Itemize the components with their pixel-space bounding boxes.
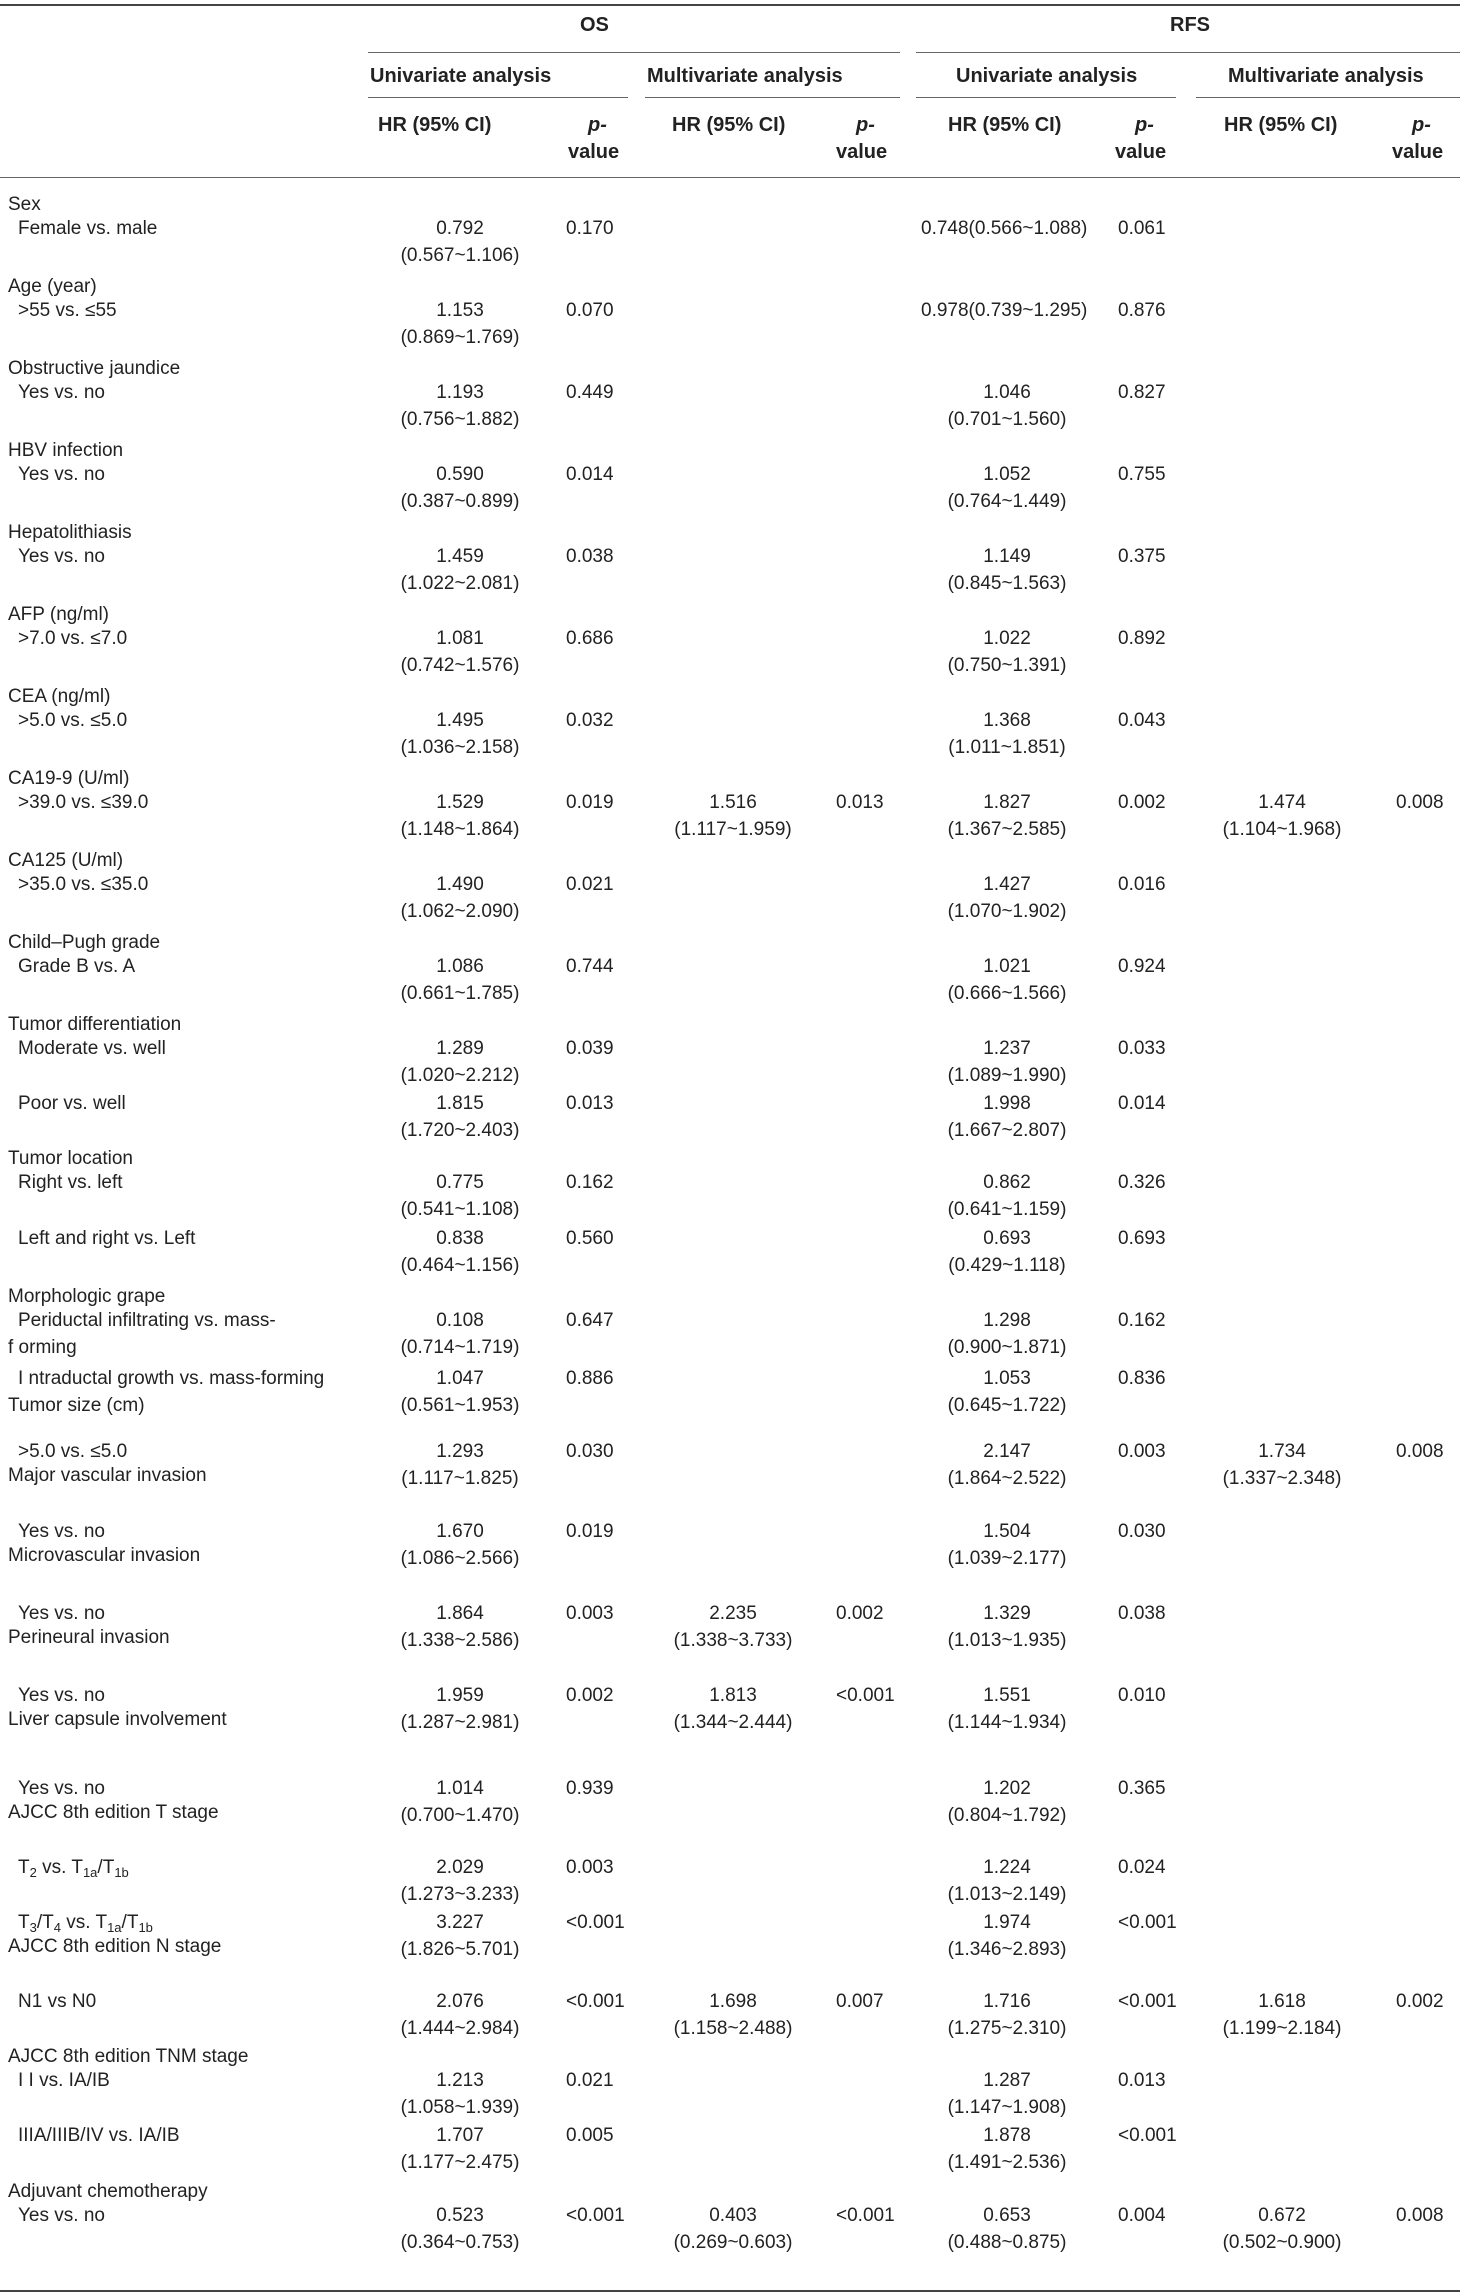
os-uni-ci: (1.287~2.981) [400, 1712, 520, 1733]
rfs-multi-p: 0.002 [1396, 1991, 1444, 2012]
os-multi-ci: (1.117~1.959) [674, 819, 792, 840]
os-uni-ci: (0.541~1.108) [400, 1199, 520, 1220]
rfs-uni-hr: 1.052 [983, 464, 1031, 485]
rfs-uni-p: 0.326 [1118, 1172, 1166, 1193]
os-uni-ci: (1.720~2.403) [400, 1120, 520, 1141]
os-uni-hr: 1.047 [436, 1368, 484, 1389]
rfs-uni-ci: (1.013~2.149) [947, 1884, 1067, 1905]
os-uni-ci: (0.742~1.576) [400, 655, 520, 676]
row-group-label: Sex [8, 194, 41, 215]
os-multi-hr: 1.813 [709, 1685, 757, 1706]
rfs-uni-p: 0.162 [1118, 1310, 1166, 1331]
rfs-uni-hr: 1.974 [983, 1912, 1031, 1933]
header-rfs-multi-p2: value [1392, 141, 1444, 163]
row-label: $T_2$ vs. $T_{1a}/T_{1b}$ [18, 1857, 129, 1880]
row-group-label: HBV infection [8, 440, 124, 461]
header-rfs: RFS [1170, 14, 1210, 36]
rfs-uni-ci: (1.089~1.990) [947, 1065, 1067, 1086]
os-uni-ci: (1.036~2.158) [400, 737, 520, 758]
rfs-uni-ci: (0.900~1.871) [947, 1337, 1067, 1358]
rfs-uni-hr: 1.021 [983, 956, 1031, 977]
os-multi-hr: 2.235 [709, 1603, 757, 1624]
os-uni-p: 0.162 [566, 1172, 614, 1193]
header-rfs-multivariate: Multivariate analysis [1228, 65, 1424, 87]
os-multi-hr: 1.698 [709, 1991, 757, 2012]
row-label: >35.0 vs. ≤35.0 [18, 874, 149, 895]
os-uni-hr: 1.815 [436, 1093, 484, 1114]
os-uni-ci: (0.364~0.753) [400, 2232, 520, 2253]
rfs-multi-ci: (1.104~1.968) [1222, 819, 1342, 840]
rfs-uni-hr: 1.878 [983, 2125, 1031, 2146]
os-uni-hr: 0.775 [436, 1172, 484, 1193]
os-uni-hr: 0.838 [436, 1228, 484, 1249]
os-uni-hr: 1.959 [436, 1685, 484, 1706]
os-uni-ci: (0.869~1.769) [400, 327, 520, 348]
rfs-uni-ci: (0.429~1.118) [948, 1255, 1066, 1276]
os-uni-ci: (0.700~1.470) [400, 1805, 520, 1826]
rfs-uni-ci: (0.750~1.391) [947, 655, 1067, 676]
rfs-uni-p: 0.024 [1118, 1857, 1166, 1878]
rfs-uni-hr: 1.998 [983, 1093, 1031, 1114]
row-label: Female vs. male [18, 218, 158, 239]
rfs-multi-ci: (1.337~2.348) [1222, 1468, 1342, 1489]
header-rfs-uni-p: p- [1135, 114, 1154, 136]
rfs-uni-hr: 1.427 [983, 874, 1031, 895]
rfs-uni-p: 0.043 [1118, 710, 1166, 731]
row-group-label: Tumor size (cm) [8, 1395, 145, 1416]
rfs-uni-ci: (1.491~2.536) [947, 2152, 1067, 2173]
rfs-uni-p: 0.010 [1118, 1685, 1166, 1706]
row-label: >5.0 vs. ≤5.0 [18, 710, 128, 731]
os-uni-ci: (1.826~5.701) [400, 1939, 520, 1960]
os-uni-p: 0.019 [566, 1521, 614, 1542]
row-group-label: Perineural invasion [8, 1627, 170, 1648]
os-uni-p: 0.039 [566, 1038, 614, 1059]
rfs-uni-ci: (0.845~1.563) [947, 573, 1067, 594]
os-uni-ci: (0.561~1.953) [400, 1395, 520, 1416]
os-uni-hr: 1.670 [436, 1521, 484, 1542]
row-group-label: Liver capsule involvement [8, 1709, 227, 1730]
os-uni-p: 0.014 [566, 464, 614, 485]
os-uni-ci: (1.338~2.586) [400, 1630, 520, 1651]
rfs-uni-ci: (1.013~1.935) [947, 1630, 1067, 1651]
rfs-uni-ci: (1.346~2.893) [947, 1939, 1067, 1960]
rfs-uni-p: <0.001 [1118, 2125, 1177, 2146]
os-uni-hr: 2.076 [436, 1991, 484, 2012]
row-label: Yes vs. no [18, 2205, 105, 2226]
row-label: I I vs. IA/IB [18, 2070, 110, 2091]
row-group-label: AJCC 8th edition TNM stage [8, 2046, 249, 2067]
os-multi-p: 0.007 [836, 1991, 884, 2012]
os-uni-p: 0.019 [566, 792, 614, 813]
rfs-uni-hr: 0.693 [983, 1228, 1031, 1249]
os-uni-ci: (1.148~1.864) [400, 819, 520, 840]
os-uni-hr: 1.490 [436, 874, 484, 895]
os-multi-rule [645, 97, 900, 98]
rfs-multi-hr: 1.734 [1258, 1441, 1306, 1462]
os-uni-ci: (0.567~1.106) [400, 245, 520, 266]
rfs-multi-hr: 1.474 [1258, 792, 1306, 813]
os-uni-p: 0.021 [566, 2070, 614, 2091]
row-label: $T_3/T_4$ vs. $T_{1a}/T_{1b}$ [18, 1912, 153, 1935]
row-group-label: CA19-9 (U/ml) [8, 768, 130, 789]
row-group-label: Obstructive jaundice [8, 358, 181, 379]
rfs-uni-hr: 1.237 [983, 1038, 1031, 1059]
os-uni-hr: 1.153 [436, 300, 484, 321]
os-uni-p: 0.002 [566, 1685, 614, 1706]
header-rfs-multi-hr: HR (95% CI) [1224, 114, 1338, 136]
bottom-rule [0, 2290, 1460, 2292]
os-uni-hr: 1.459 [436, 546, 484, 567]
os-multi-p: <0.001 [836, 2205, 895, 2226]
rfs-uni-ci: (0.488~0.875) [947, 2232, 1067, 2253]
os-uni-hr: 1.014 [436, 1778, 484, 1799]
os-uni-ci: (0.464~1.156) [400, 1255, 520, 1276]
rfs-uni-hr: 1.504 [983, 1521, 1031, 1542]
header-rfs-uni-p2: value [1115, 141, 1167, 163]
os-uni-rule [368, 97, 628, 98]
os-multi-ci: (1.344~2.444) [673, 1712, 793, 1733]
row-group-label: Tumor location [8, 1148, 133, 1169]
rfs-uni-ci: (0.641~1.159) [947, 1199, 1067, 1220]
rfs-uni-hr: 1.287 [983, 2070, 1031, 2091]
rfs-uni-hr: 0.653 [983, 2205, 1031, 2226]
os-uni-p: 0.005 [566, 2125, 614, 2146]
rfs-uni-p: <0.001 [1118, 1991, 1177, 2012]
header-rfs-univariate: Univariate analysis [956, 65, 1138, 87]
row-label: Yes vs. no [18, 464, 105, 485]
os-uni-p: 0.449 [566, 382, 614, 403]
os-uni-ci: (0.714~1.719) [400, 1337, 520, 1358]
header-os-multi-p2: value [836, 141, 888, 163]
header-os-uni-p2: value [568, 141, 620, 163]
header-os-univariate: Univariate analysis [370, 65, 552, 87]
rfs-span-rule [916, 52, 1460, 53]
os-uni-ci: (1.020~2.212) [400, 1065, 520, 1086]
os-uni-hr: 1.213 [436, 2070, 484, 2091]
os-uni-p: 0.030 [566, 1441, 614, 1462]
rfs-uni-ci: (1.144~1.934) [947, 1712, 1067, 1733]
header-bottom-rule [0, 177, 1460, 178]
rfs-multi-p: 0.008 [1396, 792, 1444, 813]
rfs-uni-hr: 1.149 [983, 546, 1031, 567]
rfs-multi-ci: (0.502~0.900) [1222, 2232, 1342, 2253]
os-uni-hr: 1.529 [436, 792, 484, 813]
os-uni-p: 0.038 [566, 546, 614, 567]
rfs-uni-hr: 0.748(0.566~1.088) [921, 218, 1088, 239]
rfs-uni-p: <0.001 [1118, 1912, 1177, 1933]
os-uni-ci: (0.387~0.899) [400, 491, 520, 512]
header-os-multi-hr: HR (95% CI) [672, 114, 786, 136]
rfs-multi-hr: 1.618 [1258, 1991, 1306, 2012]
os-uni-hr: 3.227 [436, 1912, 484, 1933]
row-label: Yes vs. no [18, 1685, 105, 1706]
os-multi-hr: 0.403 [709, 2205, 757, 2226]
os-uni-ci: (1.117~1.825) [401, 1468, 519, 1489]
os-uni-hr: 1.293 [436, 1441, 484, 1462]
os-span-rule [368, 52, 900, 53]
rfs-uni-p: 0.836 [1118, 1368, 1166, 1389]
row-label: IIIA/IIIB/IV vs. IA/IB [18, 2125, 180, 2146]
header-os-uni-hr: HR (95% CI) [378, 114, 492, 136]
header-os: OS [580, 14, 609, 36]
rfs-uni-rule [916, 97, 1176, 98]
rfs-uni-p: 0.365 [1118, 1778, 1166, 1799]
rfs-uni-hr: 1.716 [983, 1991, 1031, 2012]
row-group-label: Hepatolithiasis [8, 522, 132, 543]
row-label: Yes vs. no [18, 1603, 105, 1624]
rfs-uni-p: 0.033 [1118, 1038, 1166, 1059]
rfs-multi-hr: 0.672 [1258, 2205, 1306, 2226]
os-uni-p: 0.170 [566, 218, 614, 239]
row-group-label: CA125 (U/ml) [8, 850, 124, 871]
os-uni-ci: (0.661~1.785) [400, 983, 520, 1004]
header-os-uni-p: p- [588, 114, 607, 136]
rfs-uni-hr: 1.053 [983, 1368, 1031, 1389]
os-uni-p: <0.001 [566, 2205, 625, 2226]
header-rfs-uni-hr: HR (95% CI) [948, 114, 1062, 136]
row-label: >7.0 vs. ≤7.0 [18, 628, 128, 649]
rfs-uni-p: 0.016 [1118, 874, 1166, 895]
row-group-label: Major vascular invasion [8, 1465, 207, 1486]
rfs-uni-ci: (0.666~1.566) [947, 983, 1067, 1004]
rfs-uni-p: 0.004 [1118, 2205, 1166, 2226]
os-uni-hr: 1.086 [436, 956, 484, 977]
row-group-label: AFP (ng/ml) [8, 604, 110, 625]
row-label: Yes vs. no [18, 1778, 105, 1799]
row-label: >55 vs. ≤55 [18, 300, 117, 321]
row-label: Left and right vs. Left [18, 1228, 196, 1249]
os-uni-p: <0.001 [566, 1912, 625, 1933]
os-uni-hr: 0.590 [436, 464, 484, 485]
rfs-multi-p: 0.008 [1396, 1441, 1444, 1462]
row-group-label: Morphologic grape [8, 1286, 166, 1307]
os-uni-hr: 1.193 [436, 382, 484, 403]
os-multi-ci: (1.158~2.488) [673, 2018, 793, 2039]
row-label: Yes vs. no [18, 546, 105, 567]
os-uni-p: 0.939 [566, 1778, 614, 1799]
os-uni-p: 0.560 [566, 1228, 614, 1249]
row-label: >5.0 vs. ≤5.0 [18, 1441, 128, 1462]
rfs-uni-p: 0.002 [1118, 792, 1166, 813]
rfs-uni-hr: 0.978(0.739~1.295) [921, 300, 1088, 321]
os-uni-p: 0.032 [566, 710, 614, 731]
row-group-label: Tumor differentiation [8, 1014, 182, 1035]
rfs-uni-hr: 1.046 [983, 382, 1031, 403]
row-group-label: AJCC 8th edition N stage [8, 1936, 222, 1957]
rfs-uni-hr: 2.147 [983, 1441, 1031, 1462]
row-group-label: Adjuvant chemotherapy [8, 2181, 208, 2202]
row-label: I ntraductal growth vs. mass-forming [18, 1368, 325, 1389]
rfs-uni-ci: (1.864~2.522) [947, 1468, 1067, 1489]
os-uni-p: 0.686 [566, 628, 614, 649]
row-label: N1 vs N0 [18, 1991, 97, 2012]
os-multi-ci: (1.338~3.733) [673, 1630, 793, 1651]
rfs-uni-hr: 0.862 [983, 1172, 1031, 1193]
row-label: Poor vs. well [18, 1093, 126, 1114]
os-multi-p: 0.013 [836, 792, 884, 813]
os-multi-hr: 1.516 [709, 792, 757, 813]
row-label: Moderate vs. well [18, 1038, 166, 1059]
os-uni-p: 0.021 [566, 874, 614, 895]
rfs-uni-hr: 1.329 [983, 1603, 1031, 1624]
os-uni-hr: 1.081 [436, 628, 484, 649]
rfs-uni-hr: 1.551 [983, 1685, 1031, 1706]
row-label: Grade B vs. A [18, 956, 136, 977]
rfs-uni-p: 0.693 [1118, 1228, 1166, 1249]
rfs-uni-p: 0.827 [1118, 382, 1166, 403]
rfs-uni-p: 0.892 [1118, 628, 1166, 649]
row-group-label: Age (year) [8, 276, 97, 297]
os-uni-ci: (1.058~1.939) [400, 2097, 520, 2118]
os-uni-p: 0.744 [566, 956, 614, 977]
rfs-multi-rule [1196, 97, 1460, 98]
os-uni-ci: (1.273~3.233) [400, 1884, 520, 1905]
top-rule [0, 4, 1460, 6]
os-multi-ci: (0.269~0.603) [673, 2232, 793, 2253]
row-group-label: Microvascular invasion [8, 1545, 201, 1566]
rfs-uni-ci: (1.039~2.177) [947, 1548, 1067, 1569]
os-multi-p: 0.002 [836, 1603, 884, 1624]
os-uni-p: 0.003 [566, 1603, 614, 1624]
os-uni-ci: (0.756~1.882) [400, 409, 520, 430]
row-label: Periductal infiltrating vs. mass- [18, 1310, 276, 1331]
rfs-uni-ci: (1.011~1.851) [948, 737, 1066, 758]
os-uni-hr: 1.289 [436, 1038, 484, 1059]
row-label: Right vs. left [18, 1172, 123, 1193]
rfs-uni-hr: 1.298 [983, 1310, 1031, 1331]
rfs-uni-p: 0.755 [1118, 464, 1166, 485]
os-uni-p: 0.647 [566, 1310, 614, 1331]
rfs-uni-p: 0.030 [1118, 1521, 1166, 1542]
rfs-uni-ci: (1.667~2.807) [947, 1120, 1067, 1141]
rfs-uni-p: 0.014 [1118, 1093, 1166, 1114]
os-uni-ci: (1.444~2.984) [400, 2018, 520, 2039]
rfs-uni-hr: 1.202 [983, 1778, 1031, 1799]
os-uni-p: 0.013 [566, 1093, 614, 1114]
rfs-uni-p: 0.924 [1118, 956, 1166, 977]
rfs-uni-ci: (0.764~1.449) [947, 491, 1067, 512]
rfs-uni-p: 0.003 [1118, 1441, 1166, 1462]
rfs-uni-ci: (0.701~1.560) [947, 409, 1067, 430]
rfs-uni-hr: 1.827 [983, 792, 1031, 813]
header-os-multivariate: Multivariate analysis [647, 65, 843, 87]
os-uni-hr: 0.523 [436, 2205, 484, 2226]
os-multi-p: <0.001 [836, 1685, 895, 1706]
os-uni-ci: (1.022~2.081) [400, 573, 520, 594]
os-uni-ci: (1.086~2.566) [400, 1548, 520, 1569]
rfs-uni-hr: 1.022 [983, 628, 1031, 649]
rfs-uni-p: 0.876 [1118, 300, 1166, 321]
rfs-uni-ci: (0.804~1.792) [947, 1805, 1067, 1826]
os-uni-hr: 1.495 [436, 710, 484, 731]
rfs-uni-p: 0.375 [1118, 546, 1166, 567]
row-label: >39.0 vs. ≤39.0 [18, 792, 149, 813]
row-label: Yes vs. no [18, 382, 105, 403]
rfs-multi-p: 0.008 [1396, 2205, 1444, 2226]
os-uni-ci: (1.177~2.475) [400, 2152, 520, 2173]
rfs-uni-p: 0.038 [1118, 1603, 1166, 1624]
rfs-uni-ci: (1.367~2.585) [947, 819, 1067, 840]
rfs-uni-ci: (1.147~1.908) [947, 2097, 1067, 2118]
os-uni-hr: 2.029 [436, 1857, 484, 1878]
rfs-multi-ci: (1.199~2.184) [1222, 2018, 1342, 2039]
row-group-label: AJCC 8th edition T stage [8, 1802, 219, 1823]
os-uni-hr: 0.792 [436, 218, 484, 239]
os-uni-p: 0.070 [566, 300, 614, 321]
rfs-uni-p: 0.013 [1118, 2070, 1166, 2091]
rfs-uni-ci: (1.275~2.310) [947, 2018, 1067, 2039]
row-group-label: CEA (ng/ml) [8, 686, 111, 707]
os-uni-p: 0.003 [566, 1857, 614, 1878]
os-uni-hr: 0.108 [436, 1310, 484, 1331]
row-label: Yes vs. no [18, 1521, 105, 1542]
header-os-multi-p: p- [856, 114, 875, 136]
rfs-uni-hr: 1.224 [983, 1857, 1031, 1878]
row-label-continued: f orming [8, 1337, 77, 1358]
rfs-uni-hr: 1.368 [983, 710, 1031, 731]
os-uni-hr: 1.864 [436, 1603, 484, 1624]
rfs-uni-p: 0.061 [1118, 218, 1166, 239]
header-rfs-multi-p: p- [1412, 114, 1431, 136]
rfs-uni-ci: (1.070~1.902) [947, 901, 1067, 922]
os-uni-hr: 1.707 [436, 2125, 484, 2146]
row-group-label: Child–Pugh grade [8, 932, 161, 953]
os-uni-p: 0.886 [566, 1368, 614, 1389]
os-uni-p: <0.001 [566, 1991, 625, 2012]
rfs-uni-ci: (0.645~1.722) [947, 1395, 1067, 1416]
os-uni-ci: (1.062~2.090) [400, 901, 520, 922]
